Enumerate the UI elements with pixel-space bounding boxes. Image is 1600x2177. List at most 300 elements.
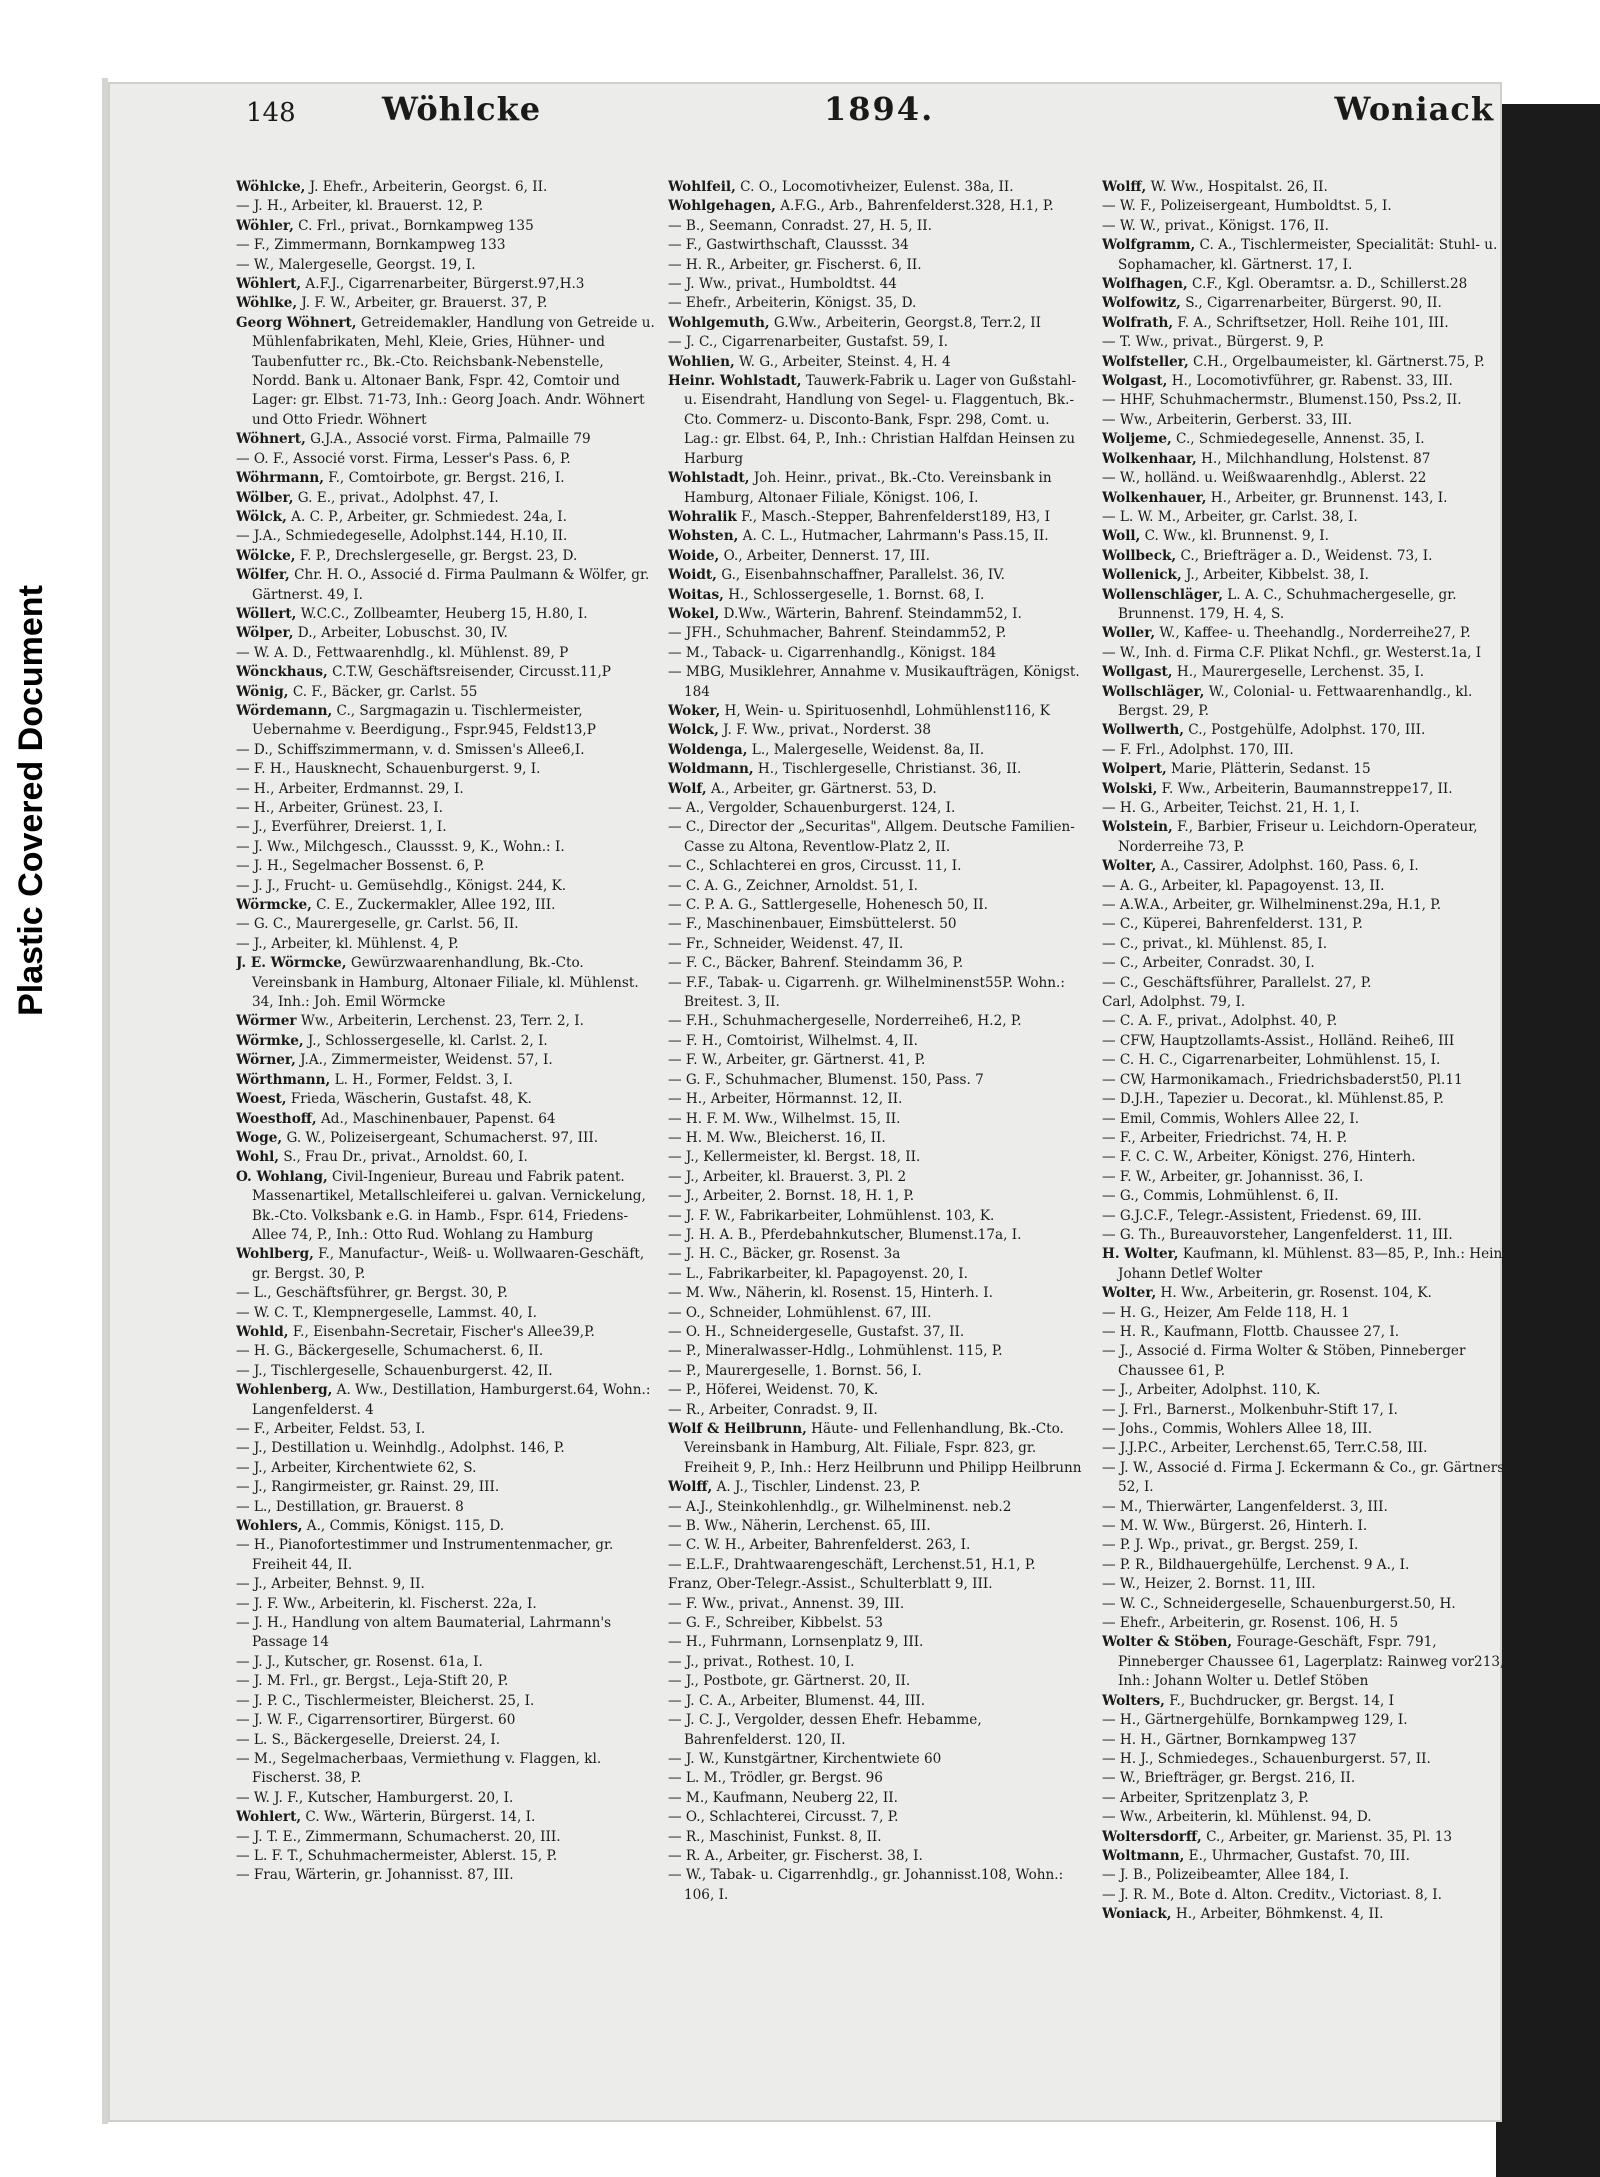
directory-entry [236, 469, 656, 488]
entry-details: — H. G., Heizer, Am Felde 118, H. 1 [1102, 1304, 1350, 1321]
entry-details: — B. Ww., Näherin, Lerchenst. 65, III. [668, 1518, 931, 1535]
entry-details: Joh. Heinr., privat., Bk.-Cto. Vereinsbank in Hamburg, Altonaer Filiale, Königst. 106, I. [684, 470, 1052, 506]
entry-details: — J., Tischlergeselle, Schauenburgerst. 42, II. [236, 1362, 553, 1379]
directory-entry [1102, 391, 1514, 410]
entry-details: — W. C., Schneidergeselle, Schauenburgerst.50, H. [1102, 1595, 1456, 1612]
entry-name: Wolski, [1102, 780, 1158, 797]
entry-name: Wohlers, [236, 1518, 303, 1535]
directory-entry [668, 275, 1088, 294]
directory-entry [668, 1381, 1088, 1400]
directory-entry [236, 1110, 656, 1129]
entry-details: W. Ww., Hospitalst. 26, II. [1146, 179, 1328, 195]
entry-details: W. G., Arbeiter, Steinst. 4, H. 4 [734, 353, 951, 370]
entry-details: — H. R., Kaufmann, Flottb. Chaussee 27, I. [1102, 1323, 1400, 1340]
directory-entry [668, 780, 1088, 799]
entry-details: C. Frl., privat., Bornkampweg 135 [293, 217, 534, 234]
entry-details: — J., Arbeiter, Adolphst. 110, K. [1102, 1382, 1321, 1399]
directory-entry [1102, 430, 1514, 449]
directory-entry [236, 760, 656, 779]
entry-name: Wolstein, [1102, 819, 1173, 836]
entry-details: — F. Ww., privat., Annenst. 39, III. [668, 1595, 905, 1612]
entry-details: — J. T. E., Zimmermann, Schumacherst. 20, III. [236, 1828, 561, 1845]
entry-details: — C. A. G., Zeichner, Arnoldst. 51, I. [668, 877, 918, 894]
directory-entry [236, 741, 656, 760]
entry-details: — C., Schlachterei en gros, Circusst. 11, I. [668, 858, 962, 875]
directory-entry [1102, 178, 1514, 197]
entry-details: — W., Inh. d. Firma C.F. Plikat Nchfl., gr. Westerst.1a, I [1102, 644, 1482, 661]
entry-details: — CFW, Hauptzollamts-Assist., Holländ. Reihe6, III [1102, 1032, 1455, 1049]
directory-entry [1102, 1905, 1514, 1924]
entry-details: — Ww., Arbeiterin, Gerberst. 33, III. [1102, 411, 1353, 428]
entry-name: Woltmann, [1102, 1847, 1185, 1864]
entry-details: — M. Ww., Näherin, kl. Rosenst. 15, Hinterh. I. [668, 1285, 993, 1302]
directory-entry [668, 508, 1088, 527]
entry-name: Wörmcke, [236, 897, 312, 914]
entry-name: Wöhler, [236, 217, 294, 234]
entry-details: O., Arbeiter, Dennerst. 17, III. [719, 547, 930, 564]
entry-details: — F. C. C. W., Arbeiter, Königst. 276, Hinterh. [1102, 1149, 1416, 1166]
directory-entry [236, 702, 656, 741]
entry-details: F., Manufactur-, Weiß- u. Wollwaaren-Geschäft, gr. Bergst. 30, P. [252, 1246, 645, 1282]
entry-details: — L. W. M., Arbeiter, gr. Carlst. 38, I. [1102, 508, 1358, 525]
entry-details: C. E., Zuckermakler, Allee 192, III. [311, 897, 556, 914]
directory-entry [236, 1012, 656, 1031]
entry-details: — MBG, Musiklehrer, Annahme v. Musikaufträgen, Königst. 184 [668, 664, 1080, 700]
entry-details: Civil-Ingenieur, Bureau und Fabrik patent. Massenartikel, Metallschleiferei u. galvan. Vernickelung, Bk.-Cto. Volksbank e.G. in Hamb., Fspr. 614, Friedens-Allee 74, P., Inh.: Otto Rud. Wohlang zu Hamburg [252, 1168, 646, 1243]
directory-entry [668, 1148, 1088, 1167]
entry-details: C. F., Bäcker, gr. Carlst. 55 [288, 683, 478, 700]
entry-details: — HHF, Schuhmachermstr., Blumenst.150, Pss.2, II. [1102, 392, 1462, 409]
directory-entry [1102, 1071, 1514, 1090]
entry-details: — J., Kellermeister, kl. Bergst. 18, II. [668, 1149, 921, 1166]
directory-entry [1102, 1090, 1514, 1109]
directory-entry [668, 1498, 1088, 1517]
entry-name: Wohlert, [236, 1809, 302, 1826]
directory-entry [236, 1478, 656, 1497]
directory-entry [1102, 780, 1514, 799]
entry-name: Wohralik [668, 508, 737, 525]
directory-entry [236, 1090, 656, 1109]
directory-entry [236, 1381, 656, 1420]
entry-details: H, Wein- u. Spirituosenhdl, Lohmühlenst116, K [720, 702, 1050, 719]
entry-details: — JFH., Schuhmacher, Bahrenf. Steindamm52, P. [668, 625, 1007, 642]
entry-details: — F., Arbeiter, Friedrichst. 74, H. P. [1102, 1129, 1348, 1146]
entry-details: — J., Everführer, Dreierst. 1, I. [236, 819, 447, 836]
entry-details: — H. R., Arbeiter, gr. Fischerst. 6, II. [668, 256, 922, 273]
directory-entry [668, 1284, 1088, 1303]
entry-name: Wolter, [1102, 1285, 1157, 1302]
entry-details: C., Schmiedegeselle, Annenst. 35, I. [1171, 431, 1425, 448]
entry-name: Wöhlke, [236, 295, 298, 312]
entry-details: A.F.G., Arb., Bahrenfelderst.328, H.1, P. [775, 198, 1054, 215]
directory-entry [236, 838, 656, 857]
directory-entry [668, 896, 1088, 915]
directory-entry [1102, 993, 1514, 1012]
entry-name: Woitas, [668, 586, 724, 603]
entry-details: — C. W. H., Arbeiter, Bahrenfelderst. 263, I. [668, 1537, 971, 1554]
directory-entry [1102, 1226, 1514, 1245]
directory-entry [668, 1672, 1088, 1691]
directory-entry [668, 954, 1088, 973]
entry-details: F., Buchdrucker, gr. Bergst. 14, I [1164, 1692, 1395, 1709]
entry-name: Wolfrath, [1102, 314, 1174, 331]
directory-entry [1102, 1517, 1514, 1536]
entry-name: Wohsten, [668, 528, 739, 545]
directory-entry [668, 1692, 1088, 1711]
entry-details: J., Arbeiter, Kibbelst. 38, I. [1181, 567, 1369, 584]
entry-details: — J. R. M., Bote d. Alton. Creditv., Victoriast. 8, I. [1102, 1886, 1442, 1903]
directory-entry [1102, 1828, 1514, 1847]
entry-details: — G. F., Schreiber, Kibbelst. 53 [668, 1615, 883, 1632]
entry-details: — F.H., Schuhmachergeselle, Norderreihe6, H.2, P. [668, 1013, 1022, 1030]
entry-details: F. A., Schriftsetzer, Holl. Reihe 101, III. [1173, 314, 1449, 331]
directory-entry [236, 1032, 656, 1051]
entry-name: Wöhnert, [236, 431, 306, 448]
entry-details: — F. Frl., Adolphst. 170, III. [1102, 741, 1294, 758]
entry-details: — P. R., Bildhauergehülfe, Lerchenst. 9 A., I. [1102, 1556, 1410, 1573]
entry-details: W., Colonial- u. Fettwaarenhandlg., kl. Bergst. 29, P. [1118, 683, 1473, 719]
directory-entry [236, 780, 656, 799]
entry-name: Wöllert, [236, 605, 297, 622]
directory-entry [1102, 1051, 1514, 1070]
directory-entry [1102, 1245, 1514, 1284]
entry-details: — O., Schlachterei, Circusst. 7, P. [668, 1809, 899, 1826]
directory-entry [236, 1653, 656, 1672]
entry-details: Frieda, Wäscherin, Gustafst. 48, K. [286, 1091, 532, 1108]
directory-entry [236, 1672, 656, 1691]
directory-entry [1102, 314, 1514, 333]
page-header [246, 88, 1494, 140]
directory-entry [236, 915, 656, 934]
directory-entry [668, 353, 1088, 372]
directory-entry [668, 1517, 1088, 1536]
entry-details: — J. H. A. B., Pferdebahnkutscher, Blumenst.17a, I. [668, 1226, 1022, 1243]
entry-details: L., Malergeselle, Weidenst. 8a, II. [747, 741, 985, 758]
entry-name: Woller, [1102, 625, 1156, 642]
directory-entry [1102, 1304, 1514, 1323]
directory-entry [236, 1789, 656, 1808]
entry-details: — G. Th., Bureauvorsteher, Langenfelderst. 11, III. [1102, 1226, 1453, 1243]
entry-name: Woesthoff, [236, 1110, 317, 1127]
directory-entry [668, 721, 1088, 740]
directory-entry [236, 1245, 656, 1284]
entry-details: — R., Arbeiter, Conradst. 9, II. [668, 1401, 878, 1418]
directory-entry [236, 1362, 656, 1381]
directory-entry [668, 1168, 1088, 1187]
directory-entry [1102, 1187, 1514, 1206]
directory-entry [1102, 799, 1514, 818]
entry-details: C.T.W, Geschäftsreisender, Circusst.11,P [327, 664, 611, 681]
directory-entry [1102, 1886, 1514, 1905]
directory-entry [1102, 624, 1514, 643]
directory-entry [668, 1245, 1088, 1264]
directory-entry [1102, 1789, 1514, 1808]
directory-entry [236, 1750, 656, 1789]
entry-details: — H., Pianofortestimmer und Instrumentenmacher, gr. Freiheit 44, II. [236, 1537, 614, 1573]
directory-entry [1102, 896, 1514, 915]
entry-details: C., Arbeiter, gr. Marienst. 35, Pl. 13 [1201, 1828, 1453, 1845]
directory-entry [668, 1575, 1088, 1594]
entry-details: — W. F., Polizeisergeant, Humboldtst. 5, I. [1102, 198, 1392, 215]
entry-details: — L., Geschäftsführer, gr. Bergst. 30, P. [236, 1285, 508, 1302]
entry-details: — W., Malergeselle, Georgst. 19, I. [236, 256, 476, 273]
entry-name: Wohld, [236, 1323, 289, 1340]
entry-details: — A., Vergolder, Schauenburgerst. 124, I. [668, 800, 956, 816]
directory-entry [236, 683, 656, 702]
directory-entry [668, 1129, 1088, 1148]
directory-entry [1102, 1323, 1514, 1342]
side-label-text: Plastic Covered Document [11, 584, 50, 1016]
first-entry-heading: Wöhlcke [382, 90, 542, 128]
entry-details: — P., Höferei, Weidenst. 70, K. [668, 1382, 879, 1399]
entry-details: — Ehefr., Arbeiterin, gr. Rosenst. 106, H. 5 [1102, 1615, 1399, 1632]
entry-details: C. Ww., Wärterin, Bürgerst. 14, I. [301, 1809, 536, 1826]
entry-details: — C., Geschäftsführer, Parallelst. 27, P. [1102, 974, 1372, 991]
entry-details: — P. J. Wp., privat., gr. Bergst. 259, I. [1102, 1537, 1359, 1554]
entry-details: S., Frau Dr., privat., Arnoldst. 60, I. [279, 1149, 528, 1166]
directory-entry [1102, 721, 1514, 740]
directory-entry [1102, 1595, 1514, 1614]
directory-entry [668, 1536, 1088, 1555]
entry-details: — H., Gärtnergehülfe, Bornkampweg 129, I. [1102, 1712, 1408, 1729]
entry-details: — J., Arbeiter, kl. Mühlenst. 4, P. [236, 935, 459, 952]
directory-entry [1102, 1342, 1514, 1381]
entry-details: G. E., privat., Adolphst. 47, I. [293, 489, 499, 506]
entry-name: Wönig, [236, 683, 289, 700]
entry-details: Chr. H. O., Associé d. Firma Paulmann & Wölfer, gr. Gärtnerst. 49, I. [252, 567, 650, 603]
column-3 [1102, 178, 1514, 2108]
entry-details: — J. H. C., Bäcker, gr. Rosenst. 3a [668, 1246, 901, 1263]
entry-details: J. F. W., Arbeiter, gr. Brauerst. 37, P. [297, 295, 548, 312]
directory-entry [1102, 566, 1514, 585]
entry-details: Ad., Maschinenbauer, Papenst. 64 [316, 1110, 556, 1127]
entry-name: Wöhlert, [236, 276, 302, 293]
entry-details: — J., Arbeiter, 2. Bornst. 18, H. 1, P. [668, 1188, 915, 1205]
entry-name: Woker, [668, 702, 721, 719]
entry-details: — J., Arbeiter, kl. Brauerst. 3, Pl. 2 [668, 1168, 907, 1185]
directory-entry [1102, 372, 1514, 391]
directory-entry [668, 1653, 1088, 1672]
entry-details: — J. H., Arbeiter, kl. Brauerst. 12, P. [236, 198, 484, 215]
entry-name: Wölper, [236, 625, 294, 642]
directory-entry [668, 1207, 1088, 1226]
column-1 [236, 178, 656, 2108]
entry-details: — A.W.A., Arbeiter, gr. Wilhelminenst.29a, H.1, P. [1102, 897, 1442, 914]
directory-entry [668, 197, 1088, 216]
entry-details: — J., Postbote, gr. Gärtnerst. 20, II. [668, 1673, 911, 1690]
entry-name: Wohlenberg, [236, 1382, 333, 1399]
directory-entry [1102, 469, 1514, 488]
entry-details: — F. W., Arbeiter, gr. Johannisst. 36, I. [1102, 1168, 1364, 1185]
entry-details: — J. J., Frucht- u. Gemüsehdlg., Königst. 244, K. [236, 877, 567, 894]
entry-details: — O. F., Associé vorst. Firma, Lesser's Pass. 6, P. [236, 450, 571, 467]
directory-entry [668, 974, 1088, 1013]
entry-details: — J. F. Ww., Arbeiterin, kl. Fischerst. 22a, I. [236, 1595, 537, 1612]
entry-name: Woge, [236, 1129, 283, 1146]
entry-details: — J. M. Frl., gr. Bergst., Leja-Stift 20, P. [236, 1673, 509, 1690]
entry-details: C., Postgehülfe, Adolphst. 170, III. [1183, 722, 1426, 739]
directory-entry [1102, 217, 1514, 236]
directory-entry [668, 1051, 1088, 1070]
year-heading: 1894. [824, 90, 935, 128]
directory-entry [668, 1556, 1088, 1575]
directory-entry [668, 547, 1088, 566]
directory-entry [1102, 915, 1514, 934]
directory-entry [1102, 1381, 1514, 1400]
entry-name: Woidt, [668, 567, 717, 584]
entry-details: — J. C. A., Arbeiter, Blumenst. 44, III. [668, 1692, 926, 1709]
entry-details: C. O., Locomotivheizer, Eulenst. 38a, II. [735, 179, 1014, 195]
directory-entry [668, 915, 1088, 934]
entry-name: Georg Wöhnert, [236, 314, 357, 331]
entry-name: Wolfowitz, [1102, 295, 1181, 312]
directory-entry [1102, 333, 1514, 352]
directory-entry [236, 1148, 656, 1167]
entry-details: Gewürzwaarenhandlung, Bk.-Cto. Vereinsbank in Hamburg, Altonaer Filiale, kl. Mühlenst. 34, Inh.: Joh. Emil Wörmcke [252, 955, 639, 1011]
directory-entry [236, 935, 656, 954]
entry-details: — C. A. F., privat., Adolphst. 40, P. [1102, 1013, 1338, 1030]
directory-entry [1102, 974, 1514, 993]
directory-entry [1102, 1556, 1514, 1575]
directory-entry [1102, 1769, 1514, 1788]
entry-name: Wolkenhaar, [1102, 450, 1197, 467]
entry-details: J. Ehefr., Arbeiterin, Georgst. 6, II. [305, 179, 548, 195]
directory-entry [1102, 1207, 1514, 1226]
entry-name: Wollschläger, [1102, 683, 1205, 700]
entry-name: Wöhrmann, [236, 470, 324, 487]
entry-details: — M., Taback- u. Cigarrenhandlg., Königst. 184 [668, 644, 997, 661]
entry-details: G.Ww., Arbeiterin, Georgst.8, Terr.2, II [769, 314, 1041, 331]
entry-name: Wönckhaus, [236, 664, 328, 681]
entry-details: — J. Ww., Milchgesch., Claussst. 9, K., Wohn.: I. [236, 838, 565, 855]
directory-entry [236, 857, 656, 876]
entry-details: — M. W. Ww., Bürgerst. 26, Hinterh. I. [1102, 1518, 1368, 1535]
directory-entry [236, 799, 656, 818]
entry-name: Wollwerth, [1102, 722, 1184, 739]
directory-entry [1102, 1012, 1514, 1031]
entry-details: — G.J.C.F., Telegr.-Assistent, Friedenst. 69, III. [1102, 1207, 1422, 1224]
entry-details: — Arbeiter, Spritzenplatz 3, P. [1102, 1789, 1309, 1806]
directory-entry [668, 1828, 1088, 1847]
directory-entry [668, 586, 1088, 605]
directory-entry [1102, 857, 1514, 876]
entry-details: Carl, Adolphst. 79, I. [1102, 994, 1246, 1011]
entry-details: H., Maurergeselle, Lerchenst. 35, I. [1172, 664, 1425, 681]
entry-details: — T. Ww., privat., Bürgerst. 9, P. [1102, 334, 1324, 351]
directory-entry [1102, 760, 1514, 779]
directory-entry [236, 314, 656, 430]
directory-entry [668, 1711, 1088, 1750]
directory-entry [668, 1323, 1088, 1342]
entry-details: — Fr., Schneider, Weidenst. 47, II. [668, 935, 904, 952]
entry-details: Ww., Arbeiterin, Lerchenst. 23, Terr. 2, I. [296, 1013, 584, 1030]
directory-entry [668, 1478, 1088, 1497]
directory-entry [668, 1595, 1088, 1614]
entry-details: G.J.A., Associé vorst. Firma, Palmaille 79 [305, 431, 591, 448]
entry-details: — O. H., Schneidergeselle, Gustafst. 37, II. [668, 1323, 965, 1340]
directory-entry [236, 1498, 656, 1517]
directory-entry [236, 896, 656, 915]
directory-entry [668, 1071, 1088, 1090]
entry-details: G., Eisenbahnschaffner, Parallelst. 36, IV. [716, 567, 1005, 584]
entry-name: J. E. Wörmcke, [236, 955, 347, 972]
entry-details: — Ehefr., Arbeiterin, Königst. 35, D. [668, 295, 917, 312]
directory-entry [236, 1517, 656, 1536]
entry-name: Wohlberg, [236, 1246, 314, 1263]
entry-details: F., Barbier, Friseur u. Leichdorn-Operateur, Norderreihe 73, P. [1118, 819, 1478, 855]
entry-details: F., Comtoirbote, gr. Bergst. 216, I. [323, 470, 565, 487]
entry-details: — J. W., Kunstgärtner, Kirchentwiete 60 [668, 1750, 942, 1767]
directory-entry [236, 1731, 656, 1750]
directory-entry [668, 663, 1088, 702]
directory-entry [1102, 1032, 1514, 1051]
directory-entry [1102, 1168, 1514, 1187]
entry-details: C.H., Orgelbaumeister, kl. Gärtnerst.75, P. [1188, 353, 1485, 370]
entry-name: Woest, [236, 1091, 287, 1108]
entry-details: F. Ww., Arbeiterin, Baumannstreppe17, II. [1157, 780, 1453, 797]
directory-entry [236, 217, 656, 236]
entry-details: — J. Ww., privat., Humboldtst. 44 [668, 276, 897, 293]
entry-name: Wohlfeil, [668, 179, 736, 195]
directory-entry [236, 1304, 656, 1323]
directory-entry [236, 1595, 656, 1614]
directory-entry [668, 1614, 1088, 1633]
directory-entry [236, 1866, 656, 1885]
directory-entry [236, 508, 656, 527]
entry-name: Wollenick, [1102, 567, 1182, 584]
entry-name: Wolters, [1102, 1692, 1165, 1709]
entry-details: — H., Arbeiter, Grünest. 23, I. [236, 800, 443, 816]
directory-entry [668, 1808, 1088, 1827]
column-2 [668, 178, 1088, 2108]
directory-entry [1102, 1401, 1514, 1420]
entry-details: — E.L.F., Drahtwaarengeschäft, Lerchenst.51, H.1, P. [668, 1556, 1036, 1573]
directory-entry [1102, 586, 1514, 625]
entry-details: — H. G., Arbeiter, Teichst. 21, H. 1, I. [1102, 800, 1360, 816]
side-label [6, 540, 56, 1060]
directory-entry [668, 1866, 1088, 1905]
entry-name: Woll, [1102, 528, 1141, 545]
entry-details: S., Cigarrenarbeiter, Bürgerst. 90, II. [1180, 295, 1442, 312]
entry-details: — F., Arbeiter, Feldst. 53, I. [236, 1421, 426, 1437]
entry-name: Wolfsteller, [1102, 353, 1189, 370]
entry-name: Wolfhagen, [1102, 276, 1188, 293]
directory-entry [1102, 1847, 1514, 1866]
entry-details: A. C. L., Hutmacher, Lahrmann's Pass.15, II. [738, 528, 1049, 545]
directory-entry [1102, 1498, 1514, 1517]
directory-entry [668, 1265, 1088, 1284]
directory-entry [1102, 741, 1514, 760]
entry-details: — H. M. Ww., Bleicherst. 16, II. [668, 1129, 886, 1146]
entry-details: D.Ww., Wärterin, Bahrenf. Steindamm52, I. [719, 605, 1022, 622]
entry-details: Fourage-Geschäft, Fspr. 791, Pinneberger Chaussee 61, Lagerplatz: Rainweg vor213, Inh.: Johann Wolter u. Detlef Stöben [1118, 1634, 1505, 1690]
entry-details: — W., Tabak- u. Cigarrenhdlg., gr. Johannisst.108, Wohn.: 106, I. [668, 1867, 1064, 1903]
directory-entry [1102, 236, 1514, 275]
directory-entry [668, 1362, 1088, 1381]
entry-details: D., Arbeiter, Lobuschst. 30, IV. [293, 625, 508, 642]
directory-entry [668, 1304, 1088, 1323]
entry-name: Wollgast, [1102, 664, 1173, 681]
entry-details: A., Arbeiter, gr. Gärtnerst. 53, D. [706, 780, 937, 797]
entry-details: — J., Associé d. Firma Wolter & Stöben, Pinneberger Chaussee 61, P. [1102, 1343, 1466, 1379]
entry-details: — A. G., Arbeiter, kl. Papagoyenst. 13, II. [1102, 877, 1385, 894]
entry-details: — W., Heizer, 2. Bornst. 11, III. [1102, 1576, 1316, 1593]
entry-name: Woltersdorff, [1102, 1828, 1202, 1845]
directory-entry [1102, 1148, 1514, 1167]
entry-name: Woljeme, [1102, 431, 1172, 448]
entry-details: — J., Destillation u. Weinhdlg., Adolphst. 146, P. [236, 1440, 565, 1457]
directory-entry [236, 450, 656, 469]
